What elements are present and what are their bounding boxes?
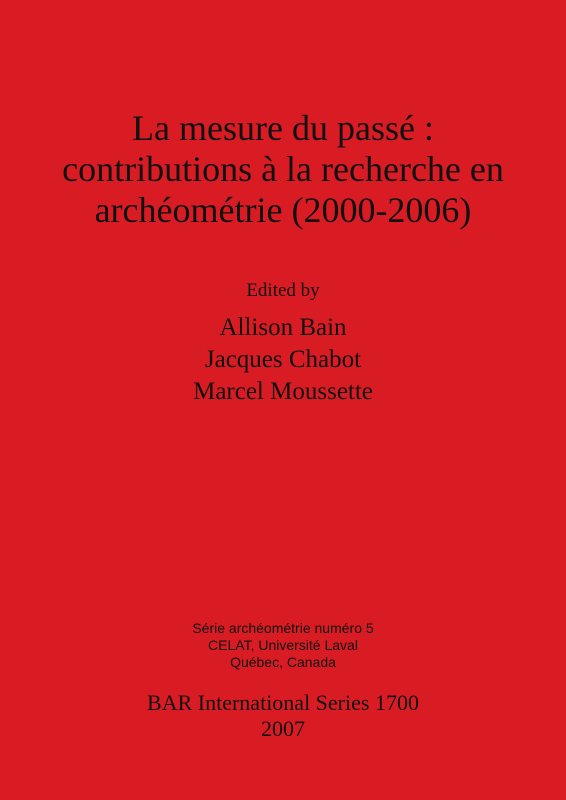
series-name: Série archéométrie numéro 5 xyxy=(192,620,374,636)
publication-year: 2007 xyxy=(261,716,305,741)
publication-info xyxy=(0,690,566,742)
editor-name: Jacques Chabot xyxy=(204,346,362,373)
editors-list xyxy=(0,312,566,408)
series-info xyxy=(0,620,566,671)
location: Québec, Canada xyxy=(230,654,336,670)
editor-name: Marcel Moussette xyxy=(193,378,373,405)
edited-by-label: Edited by xyxy=(246,280,320,301)
title-line-3: archéométrie (2000-2006) xyxy=(94,190,472,230)
title-line-2: contributions à la recherche en xyxy=(62,149,504,189)
bar-series-number: BAR International Series 1700 xyxy=(147,690,419,715)
book-title xyxy=(20,108,546,231)
editor-name: Allison Bain xyxy=(219,314,347,341)
institution: CELAT, Université Laval xyxy=(208,637,358,653)
title-line-1: La mesure du passé : xyxy=(132,108,434,148)
